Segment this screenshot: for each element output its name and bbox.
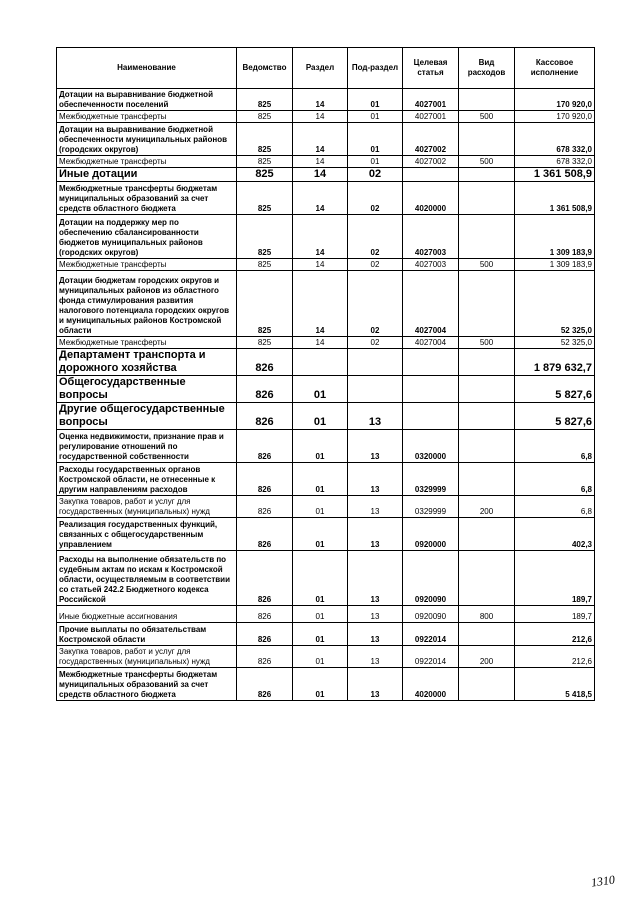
cell-dept: 825 (237, 271, 293, 337)
cell-name: Дотации на выравнивание бюджетной обеспеченности муниципальных районов (городских округов) (57, 123, 237, 156)
cell-section: 01 (293, 496, 348, 518)
table-row (57, 168, 595, 182)
cell-amount: 5 827,6 (515, 376, 595, 403)
cell-subsection: 02 (348, 182, 403, 215)
cell-section: 14 (293, 111, 348, 123)
header-amount: Кассовое исполнение (515, 48, 595, 89)
cell-dept: 825 (237, 111, 293, 123)
cell-type (459, 271, 515, 337)
cell-dept: 825 (237, 337, 293, 349)
cell-target (403, 168, 459, 182)
cell-dept: 826 (237, 551, 293, 606)
cell-dept: 825 (237, 259, 293, 271)
table-row (57, 496, 595, 518)
cell-target: 4027002 (403, 123, 459, 156)
cell-type: 200 (459, 496, 515, 518)
table-row (57, 259, 595, 271)
cell-amount: 6,8 (515, 430, 595, 463)
cell-target: 0920090 (403, 606, 459, 623)
cell-section: 01 (293, 463, 348, 496)
budget-table (56, 47, 595, 701)
cell-subsection: 02 (348, 337, 403, 349)
cell-target: 4027004 (403, 271, 459, 337)
cell-amount: 5 418,5 (515, 668, 595, 701)
cell-section: 14 (293, 168, 348, 182)
cell-subsection: 01 (348, 89, 403, 111)
cell-dept: 826 (237, 430, 293, 463)
cell-section: 01 (293, 376, 348, 403)
cell-dept: 826 (237, 376, 293, 403)
header-type: Вид расходов (459, 48, 515, 89)
cell-section (293, 349, 348, 376)
cell-section: 14 (293, 182, 348, 215)
cell-section: 01 (293, 668, 348, 701)
cell-target: 4027003 (403, 259, 459, 271)
cell-type: 800 (459, 606, 515, 623)
cell-target: 4027003 (403, 215, 459, 259)
cell-target: 0922014 (403, 623, 459, 646)
cell-section: 01 (293, 551, 348, 606)
cell-amount: 678 332,0 (515, 123, 595, 156)
cell-name: Иные бюджетные ассигнования (57, 606, 237, 623)
cell-subsection: 01 (348, 123, 403, 156)
cell-section: 01 (293, 646, 348, 668)
cell-subsection: 02 (348, 271, 403, 337)
cell-name: Расходы государственных органов Костромской области, не отнесенные к другим направлениям расходов (57, 463, 237, 496)
cell-type (459, 430, 515, 463)
cell-amount: 170 920,0 (515, 89, 595, 111)
cell-amount: 170 920,0 (515, 111, 595, 123)
cell-dept: 826 (237, 496, 293, 518)
cell-name: Реализация государственных функций, связанных с общегосударственным управлением (57, 518, 237, 551)
cell-target: 4027001 (403, 89, 459, 111)
cell-amount: 678 332,0 (515, 156, 595, 168)
cell-section: 14 (293, 337, 348, 349)
cell-name: Прочие выплаты по обязательствам Костромской области (57, 623, 237, 646)
cell-amount: 402,3 (515, 518, 595, 551)
table-row (57, 463, 595, 496)
cell-type (459, 551, 515, 606)
cell-name: Межбюджетные трансферты (57, 337, 237, 349)
cell-amount: 1 309 183,9 (515, 259, 595, 271)
table-row (57, 430, 595, 463)
cell-type: 500 (459, 337, 515, 349)
cell-type (459, 182, 515, 215)
cell-type (459, 463, 515, 496)
cell-name: Закупка товаров, работ и услуг для государственных (муниципальных) нужд (57, 496, 237, 518)
cell-type (459, 168, 515, 182)
cell-subsection: 01 (348, 156, 403, 168)
cell-section: 01 (293, 430, 348, 463)
cell-subsection: 13 (348, 463, 403, 496)
table-row (57, 123, 595, 156)
cell-subsection: 13 (348, 646, 403, 668)
table-row (57, 551, 595, 606)
cell-amount: 189,7 (515, 606, 595, 623)
page-number: 1310 (590, 872, 616, 890)
cell-type (459, 123, 515, 156)
cell-name: Межбюджетные трансферты бюджетам муниципальных образований за счет средств областного бюджета (57, 668, 237, 701)
cell-name: Дотации на поддержку мер по обеспечению сбалансированности бюджетов муниципальных районов (городских округов) (57, 215, 237, 259)
cell-name: Иные дотации (57, 168, 237, 182)
header-target: Целевая статья (403, 48, 459, 89)
cell-section: 14 (293, 259, 348, 271)
cell-dept: 826 (237, 646, 293, 668)
cell-type (459, 518, 515, 551)
header-name: Наименование (57, 48, 237, 89)
cell-amount: 1 879 632,7 (515, 349, 595, 376)
cell-name: Межбюджетные трансферты (57, 259, 237, 271)
cell-target (403, 403, 459, 430)
table-row (57, 518, 595, 551)
cell-name: Расходы на выполнение обязательств по судебным актам по искам к Костромской области, осуществляемым в соответствии со статьей 242.2 Бюджетного кодекса Российской (57, 551, 237, 606)
cell-amount: 6,8 (515, 463, 595, 496)
table-row (57, 156, 595, 168)
cell-subsection: 01 (348, 111, 403, 123)
cell-target (403, 349, 459, 376)
cell-section: 01 (293, 623, 348, 646)
cell-section: 01 (293, 518, 348, 551)
cell-type (459, 376, 515, 403)
header-row (57, 48, 595, 89)
table-row (57, 111, 595, 123)
cell-subsection: 13 (348, 668, 403, 701)
cell-subsection: 13 (348, 430, 403, 463)
cell-amount: 212,6 (515, 646, 595, 668)
table-row (57, 89, 595, 111)
cell-target: 0320000 (403, 430, 459, 463)
cell-dept: 826 (237, 463, 293, 496)
cell-subsection: 13 (348, 518, 403, 551)
cell-subsection: 13 (348, 623, 403, 646)
cell-target: 4027002 (403, 156, 459, 168)
cell-amount: 6,8 (515, 496, 595, 518)
cell-amount: 189,7 (515, 551, 595, 606)
header-section: Раздел (293, 48, 348, 89)
cell-dept: 825 (237, 89, 293, 111)
cell-amount: 52 325,0 (515, 337, 595, 349)
cell-name: Межбюджетные трансферты бюджетам муниципальных образований за счет средств областного бюджета (57, 182, 237, 215)
cell-dept: 826 (237, 623, 293, 646)
cell-target: 0329999 (403, 496, 459, 518)
cell-dept: 826 (237, 403, 293, 430)
cell-amount: 1 361 508,9 (515, 168, 595, 182)
cell-target: 0329999 (403, 463, 459, 496)
cell-dept: 825 (237, 156, 293, 168)
header-subsection: Под-раздел (348, 48, 403, 89)
cell-name: Департамент транспорта и дорожного хозяйства (57, 349, 237, 376)
cell-type: 500 (459, 259, 515, 271)
cell-subsection: 13 (348, 551, 403, 606)
cell-section: 14 (293, 215, 348, 259)
cell-amount: 212,6 (515, 623, 595, 646)
cell-section: 14 (293, 123, 348, 156)
cell-name: Другие общегосударственные вопросы (57, 403, 237, 430)
cell-dept: 825 (237, 215, 293, 259)
cell-target: 0920000 (403, 518, 459, 551)
table-row (57, 349, 595, 376)
cell-dept: 826 (237, 668, 293, 701)
cell-type: 500 (459, 111, 515, 123)
cell-target (403, 376, 459, 403)
cell-type (459, 623, 515, 646)
cell-subsection (348, 349, 403, 376)
cell-amount: 5 827,6 (515, 403, 595, 430)
cell-name: Межбюджетные трансферты (57, 111, 237, 123)
cell-dept: 826 (237, 518, 293, 551)
table-row (57, 337, 595, 349)
cell-type (459, 89, 515, 111)
cell-name: Дотации на выравнивание бюджетной обеспеченности поселений (57, 89, 237, 111)
table-row (57, 403, 595, 430)
header-dept: Ведомство (237, 48, 293, 89)
cell-section: 14 (293, 89, 348, 111)
cell-section: 01 (293, 403, 348, 430)
cell-subsection (348, 376, 403, 403)
cell-subsection: 02 (348, 168, 403, 182)
cell-subsection: 02 (348, 259, 403, 271)
table-row (57, 215, 595, 259)
cell-amount: 1 309 183,9 (515, 215, 595, 259)
cell-subsection: 13 (348, 606, 403, 623)
cell-target: 4027004 (403, 337, 459, 349)
cell-target: 0922014 (403, 646, 459, 668)
cell-target: 4027001 (403, 111, 459, 123)
cell-target: 0920090 (403, 551, 459, 606)
cell-section: 14 (293, 156, 348, 168)
cell-subsection: 02 (348, 215, 403, 259)
table-row (57, 623, 595, 646)
cell-dept: 825 (237, 182, 293, 215)
cell-name: Общегосударственные вопросы (57, 376, 237, 403)
cell-dept: 826 (237, 349, 293, 376)
cell-name: Межбюджетные трансферты (57, 156, 237, 168)
cell-subsection: 13 (348, 403, 403, 430)
cell-type (459, 668, 515, 701)
cell-type (459, 349, 515, 376)
cell-type: 500 (459, 156, 515, 168)
cell-subsection: 13 (348, 496, 403, 518)
cell-type: 200 (459, 646, 515, 668)
cell-type (459, 215, 515, 259)
table-row (57, 668, 595, 701)
cell-section: 14 (293, 271, 348, 337)
table-row (57, 646, 595, 668)
cell-name: Дотации бюджетам городских округов и муниципальных районов из областного фонда стимулирования развития налогового потенциала городских округов и муниципальных районов Костромской области (57, 271, 237, 337)
table-row (57, 376, 595, 403)
cell-type (459, 403, 515, 430)
cell-name: Оценка недвижимости, признание прав и регулирование отношений по государственной собственности (57, 430, 237, 463)
cell-amount: 52 325,0 (515, 271, 595, 337)
table-row (57, 606, 595, 623)
cell-target: 4020000 (403, 182, 459, 215)
cell-amount: 1 361 508,9 (515, 182, 595, 215)
cell-section: 01 (293, 606, 348, 623)
cell-target: 4020000 (403, 668, 459, 701)
table-row (57, 271, 595, 337)
table-row (57, 182, 595, 215)
cell-dept: 825 (237, 168, 293, 182)
cell-dept: 826 (237, 606, 293, 623)
cell-dept: 825 (237, 123, 293, 156)
cell-name: Закупка товаров, работ и услуг для государственных (муниципальных) нужд (57, 646, 237, 668)
